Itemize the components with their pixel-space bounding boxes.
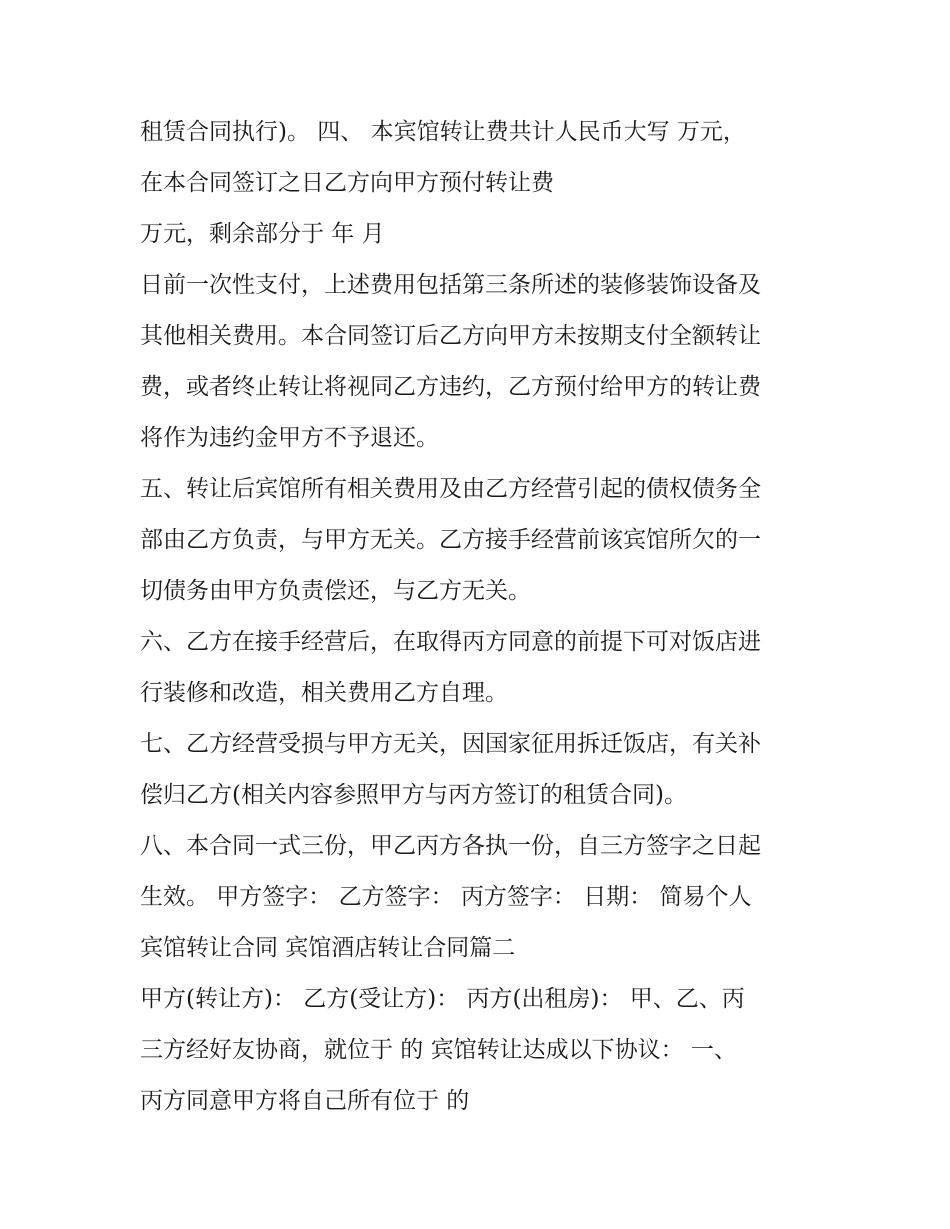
text-line: 在本合同签订之日乙方向甲方预付转让费 [140, 170, 554, 196]
text-line: 将作为违约金甲方不予退还。 [140, 425, 439, 451]
text-line: 日前一次性支付，上述费用包括第三条所述的装修装饰设备及 [140, 272, 761, 298]
text-line: 其他相关费用。本合同签订后乙方向甲方未按期支付全额转让 [140, 323, 761, 349]
text-line: 行装修和改造，相关费用乙方自理。 [140, 680, 508, 706]
text-line: 八、本合同一式三份，甲乙丙方各执一份，自三方签字之日起 [140, 833, 761, 859]
text-line: 六、乙方在接手经营后，在取得丙方同意的前提下可对饭店进 [140, 629, 761, 655]
text-line: 偿归乙方(相关内容参照甲方与丙方签订的租赁合同)。 [140, 782, 687, 808]
text-line: 租赁合同执行)。 四、 本宾馆转让费共计人民币大写 万元， [140, 119, 746, 145]
text-line: 万元，剩余部分于 年 月 [140, 221, 385, 247]
text-line: 三方经好友协商，就位于 的 宾馆转让达成以下协议： 一、 [140, 1037, 737, 1063]
text-line: 切债务由甲方负责偿还，与乙方无关。 [140, 578, 531, 604]
text-line: 七、乙方经营受损与甲方无关，因国家征用拆迁饭店，有关补 [140, 731, 761, 757]
text-line: 宾馆转让合同 宾馆酒店转让合同篇二 [140, 935, 516, 961]
text-line: 生效。 甲方签字： 乙方签字： 丙方签字： 日期： 简易个人 [140, 884, 752, 910]
text-line: 部由乙方负责，与甲方无关。乙方接手经营前该宾馆所欠的一 [140, 527, 761, 553]
text-line: 甲方(转让方)： 乙方(受让方)： 丙方(出租房)： 甲、乙、丙 [140, 986, 745, 1012]
contract-text [140, 107, 830, 1127]
text-line: 费，或者终止转让将视同乙方违约，乙方预付给甲方的转让费 [140, 374, 761, 400]
text-line: 五、转让后宾馆所有相关费用及由乙方经营引起的债权债务全 [140, 476, 761, 502]
text-line: 丙方同意甲方将自己所有位于 的 [140, 1088, 470, 1114]
